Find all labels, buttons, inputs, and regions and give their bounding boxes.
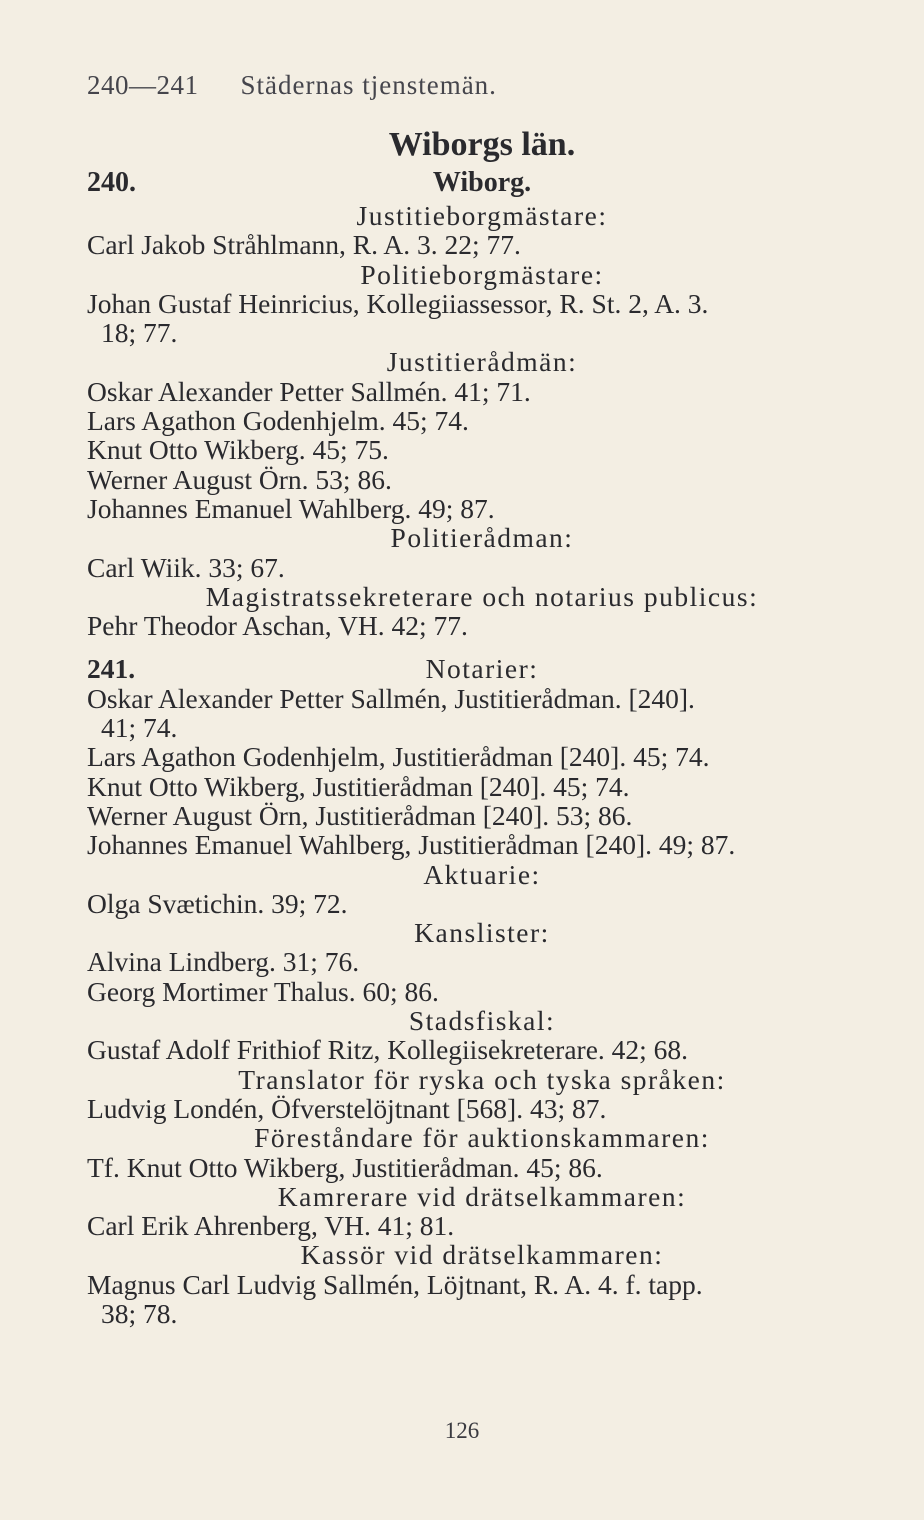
- entry-line: Magnus Carl Ludvig Sallmén, Löjtnant, R. A. 4. f. tapp.: [87, 1268, 703, 1300]
- office-heading: Magistratssekreterare och notarius publicus:: [205, 580, 759, 612]
- office-heading: Kamrerare vid drätselkammaren:: [277, 1180, 687, 1212]
- office-heading: Kassör vid drätselkammaren:: [300, 1239, 664, 1271]
- lan-heading: Wiborgs län.: [388, 126, 576, 163]
- entry-line: Pehr Theodor Aschan, VH. 42; 77.: [87, 610, 468, 642]
- entry-line: Olga Svætichin. 39; 72.: [87, 887, 348, 919]
- entry-line: Carl Erik Ahrenberg, VH. 41; 81.: [87, 1210, 455, 1242]
- page-range: 240—241: [87, 70, 199, 100]
- page-body: [87, 125, 877, 1328]
- entry-line: Johan Gustaf Heinricius, Kollegiiassessor, R. St. 2, A. 3.: [87, 287, 709, 319]
- entry-line: Tf. Knut Otto Wikberg, Justitierådman. 45; 86.: [87, 1151, 603, 1183]
- entry-continuation: 41; 74.: [101, 712, 178, 744]
- office-heading: Politierådman:: [390, 522, 574, 554]
- entry-line: Carl Wiik. 33; 67.: [87, 551, 285, 583]
- city-heading: Wiborg.: [432, 167, 532, 198]
- entry-line: Oskar Alexander Petter Sallmén. 41; 71.: [87, 375, 531, 407]
- office-heading: Aktuarie:: [423, 858, 541, 890]
- page-number: 126: [444, 1418, 480, 1443]
- office-heading: Notarier:: [425, 653, 539, 685]
- section-number: 240.: [87, 167, 136, 198]
- entry-line: Carl Jakob Stråhlmann, R. A. 3. 22; 77.: [87, 229, 521, 261]
- section-240-heading: [87, 165, 877, 201]
- section-241-heading: [87, 654, 877, 683]
- section-number: 241.: [87, 653, 136, 685]
- running-header: [87, 70, 497, 101]
- entry-line: Werner August Örn, Justitierådman [240]. 53; 86.: [87, 799, 633, 831]
- entry-line: Werner August Örn. 53; 86.: [87, 463, 392, 495]
- entry-line: Knut Otto Wikberg. 45; 75.: [87, 434, 389, 466]
- office-heading: Translator för ryska och tyska språken:: [238, 1063, 726, 1095]
- entry-line: Alvina Lindberg. 31; 76.: [87, 946, 360, 978]
- running-title: Städernas tjenstemän.: [240, 70, 497, 100]
- entry-line: Ludvig Londén, Öfverstelöjtnant [568]. 43; 87.: [87, 1092, 607, 1124]
- entry-line: Knut Otto Wikberg, Justitierådman [240]. 45; 74.: [87, 770, 630, 802]
- entry-continuation: 18; 77.: [101, 317, 178, 349]
- office-heading: Föreståndare för auktionskammaren:: [254, 1122, 710, 1154]
- office-heading: Stadsfiskal:: [408, 1005, 556, 1037]
- entry-line: Georg Mortimer Thalus. 60; 86.: [87, 975, 439, 1007]
- entry-line: Johannes Emanuel Wahlberg. 49; 87.: [87, 492, 495, 524]
- office-heading: Kanslister:: [414, 917, 550, 949]
- entry-line: Lars Agathon Godenhjelm. 45; 74.: [87, 405, 469, 437]
- office-heading: Justitieborgmästare:: [356, 200, 608, 231]
- entry-line: Johannes Emanuel Wahlberg, Justitierådman [240]. 49; 87.: [87, 829, 736, 861]
- entry-line: Gustaf Adolf Frithiof Ritz, Kollegiisekreterare. 42; 68.: [87, 1034, 689, 1066]
- office-heading: Justitierådmän:: [386, 346, 578, 378]
- entry-line: Oskar Alexander Petter Sallmén, Justitierådman. [240].: [87, 682, 695, 714]
- office-heading: Politieborgmästare:: [360, 258, 604, 290]
- entry-line: Lars Agathon Godenhjelm, Justitierådman [240]. 45; 74.: [87, 741, 710, 773]
- entry-continuation: 38; 78.: [101, 1297, 178, 1329]
